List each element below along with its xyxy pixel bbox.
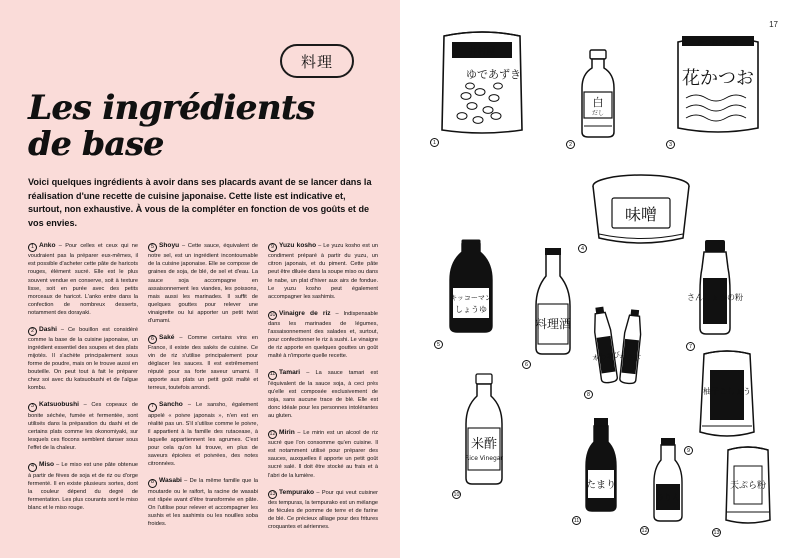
- entry-tamari: 11 Tamari – La sauce tamari est l'équivalent de la sauce soja, à ceci près qu'elle est composée exclusivement de soja, sans aucune trace de blé. Elle est donc idéale pour les personnes intolérantes au gluten.: [268, 369, 378, 419]
- illustration-dashi-bottle: [572, 48, 624, 140]
- entry-dashi: 2 Dashi – Ce bouillon est considéré comme la base de la cuisine japonaise, un ingrédient essentiel des soupes et des plats mijotés. Il s'achète principalement sous forme de poudre, mais on le trouve aussi en bouteille. On peut tout à fait le préparer chez soi avec du katsuobushi et de l'algue kombu.: [28, 325, 138, 392]
- sancho-label-text: さんしょうの粉: [687, 293, 743, 302]
- entry-term: Miso: [39, 461, 55, 469]
- anko-label-text: ゆであずき: [466, 68, 521, 81]
- entry-number: 4: [28, 463, 37, 472]
- dashi-label-text: 白: [592, 96, 604, 109]
- marker-8: 8: [584, 390, 593, 399]
- illustration-sancho-bottle: [687, 238, 743, 338]
- illustration-anko-package: [436, 26, 528, 138]
- entry-term: Vinaigre de riz: [279, 309, 331, 317]
- illustration-yuzu-kosho-pouch: [690, 348, 764, 442]
- entry-tempurako: 13 Tempurako – Pour qui veut cuisiner des tempuras, la tempurako est un mélange de fécules de pomme de terre et de farine de blé. Ce précieux alliage pour des fritures croquantes et aériennes.: [268, 488, 378, 531]
- entry-number: 10: [268, 311, 277, 320]
- marker-10: 10: [453, 491, 460, 498]
- entry-vinaigre-de-riz: 10 Vinaigre de riz – Indispensable dans les marinades de légumes, l'assaisonnement des salades et, surtout, pour confectionner le riz à sushi. Le vinaigre de riz apporte en quelques gouttes un goût malté à n'importe quelle recette.: [268, 309, 378, 360]
- entry-anko: 1 Anko – Pour celles et ceux qui ne voudraient pas la préparer eux-mêmes, il est possible d'acheter cette pâte de haricots rouges, élément sucré. Elle est le plus souvent vendue en conserve, soit à texture lisse, soit en purée avec des petits morceaux de haricot. L'anko entre dans la confection de nombreux desserts, notamment des dorayaki.: [28, 242, 138, 316]
- entry-text: Pour qui veut cuisiner des tempuras, la tempurako est un mélange de fécules de pomme de terre et de farine de blé. Ce précieux alliage pour des fritures croquantes et aériennes.: [268, 489, 378, 531]
- rice-vinegar-label-text: 米酢: [470, 437, 498, 452]
- illustration-tamari-bottle: [578, 418, 624, 514]
- entry-term: Tamari: [279, 369, 301, 377]
- entry-shoyu: 5 Shoyu – Cette sauce, équivalent de notre sel, est un ingrédient incontournable de la cuisine japonaise. Elle se compose de graines de soja, de blé, de sel et d'eau. La sauce soja accompagne en assaisonnement les viandes, les poissons, mais aussi les marinades. Il suffit de quelques gouttes pour relever une vinaigrette ou lui apporter un petit twist d'umami.: [148, 242, 258, 324]
- marker-12: 12: [641, 527, 648, 534]
- entry-text: Comme certains vins en France, il existe des sakés de cuisine. Ce vin de riz s'utilise principalement pour déglacer les sauces. Il est extrêmement réputé pour sa forte saveur umami. Il apporte aux plats un petit goût malté et terreux, toutefois arrondi.: [148, 334, 258, 392]
- entry-term: Saké: [159, 333, 175, 341]
- entry-number: 2: [28, 327, 37, 336]
- entry-text: De la même famille que la moutarde ou le raifort, la racine de wasabi est râpée avant d'être transformée en pâte. On l'utilise pour relever et accompagner les sushis et les sashimis ou les nouilles soba froides.: [148, 478, 258, 527]
- entry-number: 11: [268, 371, 277, 380]
- illustration-shoyu-bottle: [440, 240, 502, 336]
- entry-yuzu-kosho: 9 Yuzu kosho – Le yuzu kosho est un condiment préparé à partir du yuzu, un citron japonais, et du piment. Cette pâte peut être diluée dans la soupe miso ou dans le nabe, un plat d'hiver aux airs de fondue. Le yuzu kosho peut également accompagner les sashimis.: [268, 242, 378, 300]
- rice-vinegar-sub-text: Rice Vinegar: [465, 455, 503, 462]
- illustrations-layer: [400, 0, 800, 558]
- yuzu-kosho-label-text: 柚子こしょう: [703, 387, 751, 396]
- entry-term: Mirin: [279, 428, 295, 436]
- shoyu-sub-text: しょうゆ: [455, 305, 487, 314]
- shoyu-brand-text: キッコーマン: [450, 294, 492, 302]
- entry-katsuobushi: 3 Katsuobushi – Ces copeaux de bonite séchée, fumée et fermentée, sont utilisés dans la préparation du dashi et de certains plats comme les okonomiyaki, sur lesquels ces flocons semblent danser sous l'effet de la chaleur.: [28, 401, 138, 452]
- illustration-miso-tub: [586, 172, 696, 250]
- svg-text:わさび: わさび: [619, 352, 642, 363]
- katsuobushi-label-text: 花かつお: [682, 68, 754, 89]
- entry-miso: 4 Miso – Le miso est une pâte obtenue à partir de fèves de soja et de riz ou d'orge fermenté. Il en existe plusieurs sortes, dont la couleur dépend du degré de fermentation. Les plus courants sont le miso blanc et le miso rouge.: [28, 461, 138, 511]
- entry-number: 7: [148, 403, 157, 412]
- illustration-sake-bottle: [528, 248, 578, 358]
- marker-2: 2: [566, 140, 575, 149]
- entry-number: 5: [148, 243, 157, 252]
- entry-term: Anko: [39, 242, 56, 249]
- entry-text: Le miso est une pâte obtenue à partir de fèves de soja et de riz ou d'orge fermenté. Il en existe plusieurs sortes, dont la couleur dépend du degré de fermentation. Les plus courants sont le miso blanc et le miso rouge.: [28, 462, 138, 511]
- sake-label-text: 料理酒: [534, 317, 572, 331]
- right-page: [400, 0, 800, 558]
- entry-text: Ces copeaux de bonite séchée, fumée et fermentée, sont utilisés dans la préparation du dashi et de certains plats comme les okonomiyaki, sur lesquels ces flocons semblent danser sous l'effet de la chaleur.: [28, 402, 138, 452]
- entries-column-3: [268, 241, 378, 533]
- entry-text: Pour celles et ceux qui ne voudraient pas la préparer eux-mêmes, il est possible d'acheter cette pâte de haricots rouges, élément sucré. Elle est le plus souvent vendue en conserve, soit à texture lisse, soit en purée avec des petits morceaux de haricot. L'anko entre dans la confection de nombreux desserts, notamment des dorayaki.: [28, 243, 138, 316]
- entry-term: Wasabi: [159, 477, 182, 485]
- kanji-badge: 料理: [280, 44, 354, 78]
- marker-11: 11: [573, 517, 580, 524]
- entry-term: Yuzu kosho: [279, 242, 317, 249]
- entry-text: Indispensable dans les marinades de légumes, l'assaisonnement des salades et, surtout, pour confectionner le riz à sushi. Le vinaigre de riz apporte en quelques gouttes un goût malté à n'importe quelle recette.: [268, 310, 378, 360]
- entry-sancho: 7 Sancho – Le sansho, également appelé « poivre japonais », n'en est en réalité pas un. S'il s'utilise comme le poivre, il appartient à la famille des rutacease, à laquelle appartiennent les agrumes. C'est pour cela qu'on lui trouve, en plus de saveurs épicées et poivrées, des notes citronnées.: [148, 401, 258, 468]
- entry-term: Dashi: [39, 325, 57, 333]
- marker-9: 9: [684, 446, 693, 455]
- entry-text: La sauce tamari est l'équivalent de la sauce soja, à ceci près qu'elle est composée exclusivement de soja, sans aucune trace de blé. Elle est donc idéale pour les personnes intolérantes au gluten.: [268, 370, 378, 419]
- entry-term: Sancho: [159, 401, 183, 409]
- entry-text: Ce bouillon est considéré comme la base de la cuisine japonaise, un ingrédient essentiel des soupes et des plats mijotés. Il s'achète principalement sous forme de poudre, mais on le trouve aussi en bouteille. On peut tout à fait le préparer chez soi avec du katsuobushi et de l'algue kombu.: [28, 326, 138, 392]
- illustration-katsuobushi-bag: [672, 28, 764, 138]
- entry-text: Le yuzu kosho est un condiment préparé à partir du yuzu, un citron japonais, et du piment. Cette pâte peut être diluée dans la soupe miso ou dans le nabe, un plat d'hiver aux airs de fondue. Le yuzu kosho peut également accompagner les sashimis.: [268, 243, 378, 300]
- entry-number: 13: [268, 490, 277, 499]
- entry-number: 9: [268, 243, 277, 252]
- marker-5: 5: [434, 340, 443, 349]
- title-line-2: de base: [28, 124, 164, 164]
- page-title: [28, 88, 378, 164]
- anko-brand-text: 井村屋: [468, 47, 496, 57]
- entry-wasabi: 8 Wasabi – De la même famille que la moutarde ou le raifort, la racine de wasabi est râpée avant d'être transformée en pâte. On l'utilise pour relever et accompagner les sushis et les sashimis ou les nouilles soba froides.: [148, 477, 258, 527]
- illustration-mirin-bottle: [646, 438, 690, 524]
- entry-text: Le sansho, également appelé « poivre japonais », n'en est en réalité pas un. S'il s'utilise comme le poivre, il appartient à la famille des rutacease, à laquelle appartiennent les agrumes. C'est pour cela qu'on lui trouve, en plus de saveurs épicées et poivrées, des notes citronnées.: [148, 402, 258, 468]
- illustration-rice-vinegar-bottle: [458, 372, 510, 488]
- entry-term: Tempurako: [279, 488, 315, 496]
- page-number: 17: [769, 20, 778, 29]
- entry-mirin: 12 Mirin – Le mirin est un alcool de riz sucré que l'on consomme qu'en cuisine. Il est notamment utilisé pour préparer des sauces, auxquelles il apporte un petit goût sucré salé. Il doit être stocké au frais et à l'abri de la lumière.: [268, 428, 378, 479]
- miso-label-text: 味噌: [624, 205, 658, 224]
- marker-4: 4: [578, 244, 587, 253]
- entry-number: 3: [28, 403, 37, 412]
- entry-number: 8: [148, 479, 157, 488]
- marker-13: 13: [713, 529, 720, 536]
- wasabi-label-text: 本わさび: [591, 350, 621, 363]
- entry-number: 6: [148, 335, 157, 344]
- entry-number: 1: [28, 243, 37, 252]
- tamari-label-text: たまり: [586, 480, 616, 491]
- intro-paragraph: Voici quelques ingrédients à avoir dans ses placards avant de se lancer dans la réalisation d'une recette de cuisine japonaise. Cette liste est indicative et, surtout, non exhaustive. À vous de la compléter en fonction de vos goûts et de vos envies.: [28, 177, 372, 228]
- entries-columns: [28, 241, 378, 533]
- marker-1: 1: [430, 138, 439, 147]
- entry-sake: 6 Saké – Comme certains vins en France, il existe des sakés de cuisine. Ce vin de riz s'utilise principalement pour déglacer les sauces. Il est extrêmement réputé pour sa forte saveur umami. Il apporte aux plats un petit goût malté et terreux, toutefois arrondi.: [148, 333, 258, 392]
- illustration-wasabi-tubes: [590, 300, 660, 386]
- entry-term: Shoyu: [159, 242, 180, 249]
- illustration-tempurako-box: [718, 440, 778, 526]
- marker-6: 6: [522, 360, 531, 369]
- dashi-sub-text: だし: [591, 110, 605, 117]
- mirin-label-text: みりん: [656, 493, 680, 502]
- entry-text: Cette sauce, équivalent de notre sel, est un ingrédient incontournable de la cuisine japonaise. Elle se compose de graines de soja, de blé, de sel et d'eau. La sauce soja accompagne en assaisonnement les viandes, les poissons, mais aussi les marinades. Il suffit de quelques gouttes pour relever une vinaigrette ou lui apporter un petit twist d'umami.: [148, 243, 258, 324]
- entry-text: Le mirin est un alcool de riz sucré que l'on consomme qu'en cuisine. Il est notamment utilisé pour préparer des sauces, auxquelles il apporte un petit goût sucré salé. Il doit être stocké au frais et à l'abri de la lumière.: [268, 429, 378, 479]
- entry-term: Katsuobushi: [39, 401, 79, 409]
- entry-number: 12: [268, 430, 277, 439]
- entries-column-2: [148, 241, 258, 533]
- marker-7: 7: [686, 342, 695, 351]
- entries-column-1: [28, 241, 138, 533]
- marker-3: 3: [666, 140, 675, 149]
- tempurako-label-text: 天ぷら粉: [729, 481, 767, 491]
- title-line-1: Les ingrédients: [28, 88, 315, 128]
- svg-text:かつおパック: かつおパック: [697, 38, 739, 47]
